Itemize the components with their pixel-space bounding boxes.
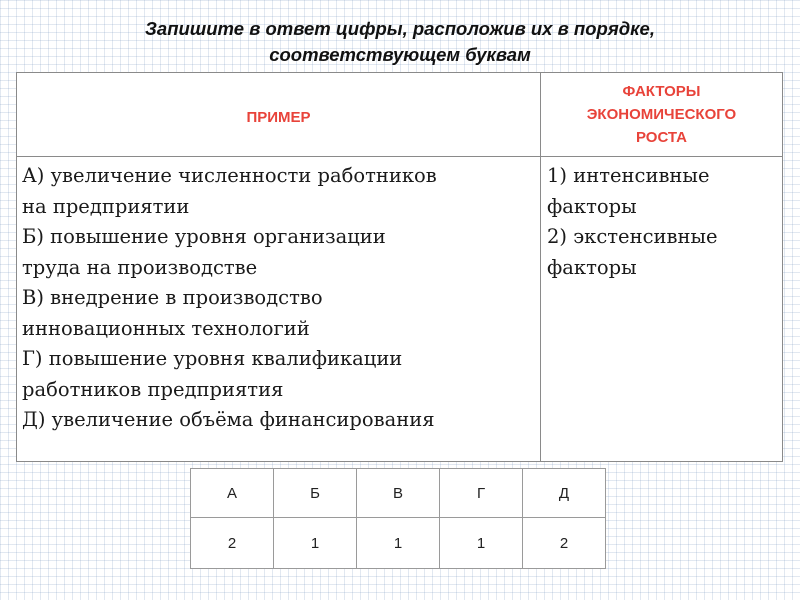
title-line-1: Запишите в ответ цифры, расположив их в порядке, [145, 18, 655, 39]
answer-table [190, 468, 606, 569]
header-example: ПРИМЕР [17, 73, 541, 157]
example-line: Г) повышение уровня квалификации [22, 347, 403, 370]
examples-cell [17, 157, 541, 462]
answer-digits-row [191, 518, 606, 569]
answer-letters-row [191, 469, 606, 518]
header-factors-line: ЭКОНОМИЧЕСКОГО [586, 106, 737, 123]
answer-letter: Б [274, 469, 357, 518]
header-factors [541, 73, 783, 157]
answer-digit: 2 [523, 518, 606, 569]
answer-letter: Д [523, 469, 606, 518]
title-line-2: соответствующем буквам [269, 44, 531, 65]
answer-digit: 1 [440, 518, 523, 569]
example-line: инновационных технологий [22, 316, 310, 340]
answer-digit: 1 [274, 518, 357, 569]
header-row [17, 73, 783, 157]
example-line: А) увеличение численности работников [22, 164, 437, 187]
content-row [17, 157, 783, 462]
slide-title [0, 16, 800, 68]
example-line: труда на производстве [22, 255, 258, 279]
factor-line: факторы [547, 255, 637, 279]
header-factors-line: РОСТА [636, 129, 687, 146]
answer-letter: А [191, 469, 274, 518]
example-line: работников предприятия [22, 377, 284, 401]
answer-digit: 1 [357, 518, 440, 569]
matching-table [16, 72, 783, 462]
factor-line: 1) интенсивные [547, 164, 710, 187]
example-line: В) внедрение в производство [22, 286, 323, 309]
header-factors-line: ФАКТОРЫ [622, 83, 701, 100]
factor-line: факторы [547, 194, 637, 218]
answer-letter: Г [440, 469, 523, 518]
example-line: на предприятии [22, 194, 190, 218]
factor-line: 2) экстенсивные [547, 225, 718, 248]
answer-digit: 2 [191, 518, 274, 569]
answer-letter: В [357, 469, 440, 518]
example-line: Д) увеличение объёма финансирования [22, 408, 435, 431]
example-line: Б) повышение уровня организации [22, 225, 386, 248]
factors-cell [541, 157, 783, 462]
